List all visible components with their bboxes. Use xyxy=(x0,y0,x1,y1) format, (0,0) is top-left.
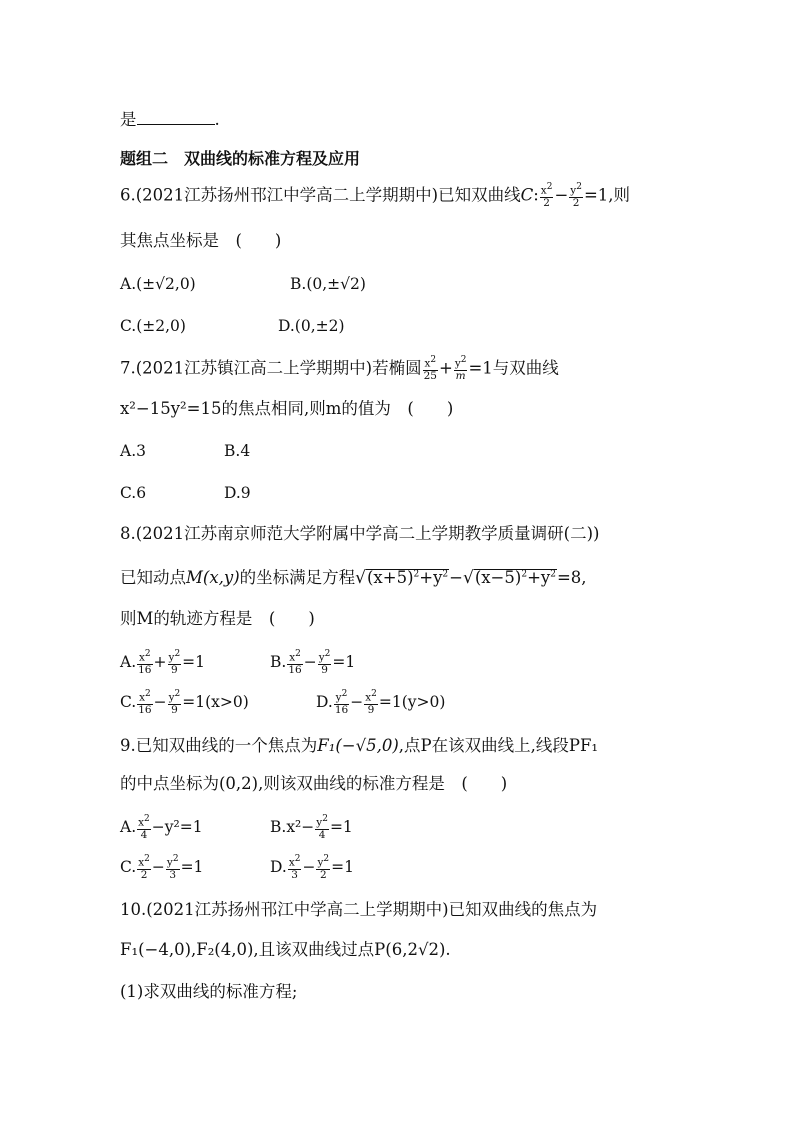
fraction: $\frac{y2}{m}$ xyxy=(454,355,467,382)
q6-option-d[interactable]: D.(0,±2) xyxy=(278,317,345,335)
q9-option-a[interactable]: A. $\frac{x2}{4}$ −y²=1 xyxy=(120,814,203,841)
q7-option-b[interactable]: B.4 xyxy=(224,442,251,460)
q8-stem-2: 已知动点M(x,y)的坐标满足方程$√(x+5)^2+y^2-√(x-5)^2+y^2=8$, xyxy=(120,568,587,588)
q6-stem-2: 其焦点坐标是 ( ) xyxy=(120,231,282,250)
q5-tail: 是 . xyxy=(120,110,220,129)
q6-option-a[interactable]: A.(±√2,0) xyxy=(120,275,196,293)
q6-option-c[interactable]: C.(±2,0) xyxy=(120,317,186,335)
q7-stem-2: x²−15y²=15的焦点相同,则m的值为 ( ) xyxy=(120,399,454,418)
q8-stem-3: 则M的轨迹方程是 ( ) xyxy=(120,609,315,628)
q8-stem: 8.(2021江苏南京师范大学附属中学高二上学期教学质量调研(二)) xyxy=(120,524,600,543)
q9-option-d[interactable]: D. $\frac{x2}{3}$ − $\frac{y2}{2}$ =1 xyxy=(270,854,354,881)
q5-prefix: 是 xyxy=(120,110,137,129)
q7-stem: 7.(2021江苏镇江高二上学期期中)若椭圆 $\frac{x2}{25}$ + $\frac{y2}{m}$ =1与双曲线 xyxy=(120,355,559,382)
q7-option-c[interactable]: C.6 xyxy=(120,484,147,502)
q9-option-c[interactable]: C. $\frac{x2}{2}$ − $\frac{y2}{3}$ =1 xyxy=(120,854,204,881)
fraction: $\frac{x2}{25}$ xyxy=(423,355,437,382)
q10-stem-2: F₁(−4,0),F₂(4,0),且该双曲线过点P(6,2√2). xyxy=(120,940,451,959)
q7-option-a[interactable]: A.3 xyxy=(120,442,146,460)
fraction: $\frac{y2}{2}$ xyxy=(570,182,582,209)
q8-option-c[interactable]: C. $\frac{x2}{16}$ − $\frac{y2}{9}$ =1(x>0) xyxy=(120,689,249,716)
section-title: 题组二 双曲线的标准方程及应用 xyxy=(120,149,361,168)
q7-option-d[interactable]: D.9 xyxy=(224,484,251,502)
answer-blank[interactable] xyxy=(137,110,215,125)
q9-option-b[interactable]: B.x²− $\frac{y2}{4}$ =1 xyxy=(270,814,353,841)
q10-part-1: (1)求双曲线的标准方程; xyxy=(120,982,298,1001)
q10-stem: 10.(2021江苏扬州邗江中学高二上学期期中)已知双曲线的焦点为 xyxy=(120,900,598,919)
q9-stem: 9.已知双曲线的一个焦点为F₁(−√5,0),点P在该双曲线上,线段PF₁ xyxy=(120,736,599,755)
q6-option-b[interactable]: B.(0,±√2) xyxy=(290,275,366,293)
q8-option-b[interactable]: B. $\frac{x2}{16}$ − $\frac{y2}{9}$ =1 xyxy=(270,649,356,676)
q6-stem: 6.(2021江苏扬州邗江中学高二上学期期中)已知双曲线C: $\frac{x2}{2}$ − $\frac{y2}{2}$ =1,则 xyxy=(120,182,631,209)
q8-option-a[interactable]: A. $\frac{x2}{16}$ + $\frac{y2}{9}$ =1 xyxy=(120,649,206,676)
q9-stem-2: 的中点坐标为(0,2),则该双曲线的标准方程是 ( ) xyxy=(120,774,508,793)
fraction: $\frac{x2}{2}$ xyxy=(540,182,553,209)
q8-option-d[interactable]: D. $\frac{y2}{16}$ − $\frac{x2}{9}$ =1(y>0) xyxy=(316,689,446,716)
